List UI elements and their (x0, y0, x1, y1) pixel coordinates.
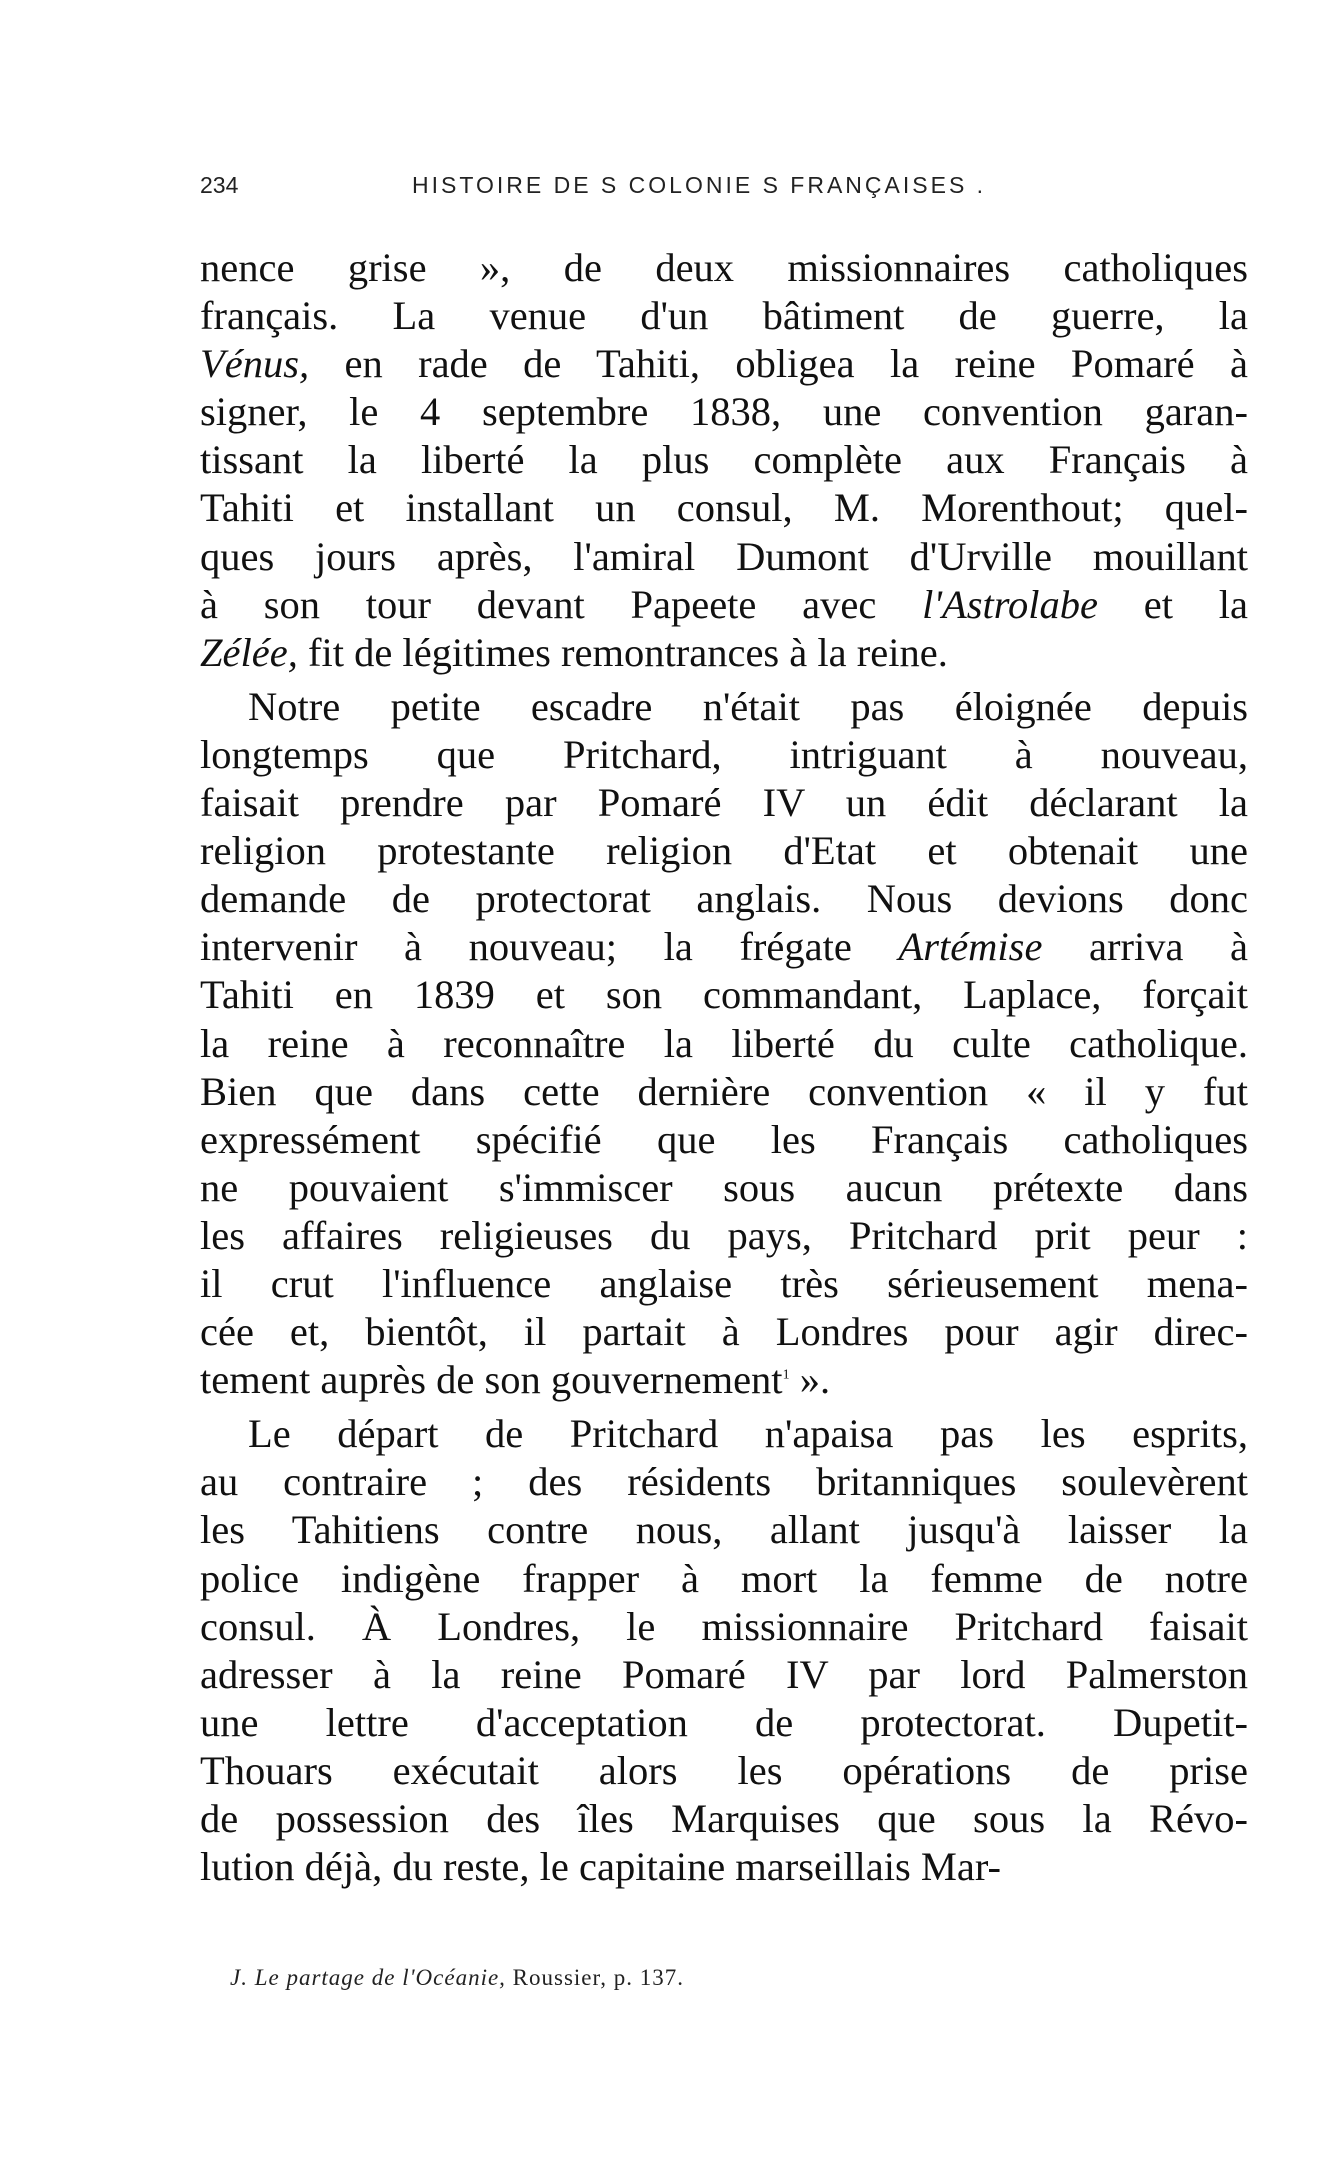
text-line: lution déjà, du reste, le capitaine marseillais Mar- (200, 1844, 1002, 1890)
text-line: cée et, bientôt, il partait à Londres pour agir direc- (200, 1309, 1248, 1355)
italic-title: Vénus, (200, 341, 310, 387)
italic-title: l'Astrolabe (922, 581, 1099, 627)
footnote-reference: 1 (782, 1367, 790, 1383)
text-line: Notre petite escadre n'était pas éloignée depuis (248, 683, 1248, 729)
text-line: tissant la liberté la plus complète aux Français à (200, 437, 1248, 483)
text-line: ques jours après, l'amiral Dumont d'Urville mouillant (200, 533, 1248, 579)
text-line: Zélée, fit de légitimes remontrances à la reine. (200, 629, 948, 675)
footnote-marker: J. (230, 1965, 248, 1990)
footnote-source: Roussier, p. 137. (512, 1965, 685, 1990)
text-line: demande de protectorat anglais. Nous devions donc (200, 876, 1248, 922)
paragraph (200, 244, 1248, 677)
text-line: ne pouvaient s'immiscer sous aucun prétexte dans (200, 1164, 1248, 1210)
text-line: les affaires religieuses du pays, Pritchard prit peur : (200, 1212, 1248, 1258)
italic-title: Zélée, (200, 629, 298, 675)
page-header (200, 172, 1260, 212)
text-line: une lettre d'acceptation de protectorat. Dupetit- (200, 1699, 1248, 1745)
footnote-title: Le partage de l'Océanie, (254, 1965, 506, 1990)
text-line: Le départ de Pritchard n'apaisa pas les esprits, (248, 1411, 1248, 1457)
text-line: tement auprès de son gouvernement$^1$ ». (200, 1357, 831, 1403)
page-number: 234 (200, 172, 239, 198)
text-line: adresser à la reine Pomaré IV par lord Palmerston (200, 1651, 1248, 1697)
text-line: français. La venue d'un bâtiment de guerre, la (200, 293, 1248, 339)
text-line: la reine à reconnaître la liberté du culte catholique. (200, 1020, 1248, 1066)
text-line: faisait prendre par Pomaré IV un édit déclarant la (200, 780, 1248, 826)
text-line: signer, le 4 septembre 1838, une convention garan- (200, 389, 1248, 435)
text-line: longtemps que Pritchard, intriguant à nouveau, (200, 731, 1248, 777)
running-title: HISTOIRE DE S COLONIE S FRANÇAISES . (412, 172, 987, 198)
text-line: il crut l'influence anglaise très sérieusement mena- (200, 1260, 1248, 1306)
paragraph (200, 1410, 1248, 1891)
body-text (200, 244, 1248, 1897)
text-line: police indigène frapper à mort la femme de notre (200, 1555, 1248, 1601)
text-line: nence grise », de deux missionnaires catholiques (200, 245, 1248, 290)
italic-title: Artémise (898, 924, 1043, 970)
text-line: religion protestante religion d'Etat et obtenait une (200, 828, 1248, 874)
text-line: de possession des îles Marquises que sous la Révo- (200, 1796, 1248, 1841)
text-line: consul. À Londres, le missionnaire Pritchard faisait (200, 1603, 1248, 1649)
text-line: Tahiti en 1839 et son commandant, Laplace, forçait (200, 972, 1248, 1018)
paragraph (200, 683, 1248, 1404)
text-line: intervenir à nouveau; la frégate Artémise arriva à (200, 924, 1248, 970)
text-line: Vénus, en rade de Tahiti, obligea la reine Pomaré à (200, 341, 1248, 387)
text-line: les Tahitiens contre nous, allant jusqu'à laisser la (200, 1507, 1248, 1553)
footnote (230, 1965, 1130, 1991)
text-line: Bien que dans cette dernière convention « il y fut (200, 1068, 1248, 1114)
text-line: Tahiti et installant un consul, M. Morenthout; quel- (200, 485, 1248, 531)
text-line: expressément spécifié que les Français catholiques (200, 1116, 1248, 1162)
text-line: au contraire ; des résidents britanniques soulevèrent (200, 1459, 1248, 1505)
text-line: à son tour devant Papeete avec l'Astrolabe et la (200, 581, 1248, 627)
text-line: Thouars exécutait alors les opérations de prise (200, 1747, 1248, 1793)
